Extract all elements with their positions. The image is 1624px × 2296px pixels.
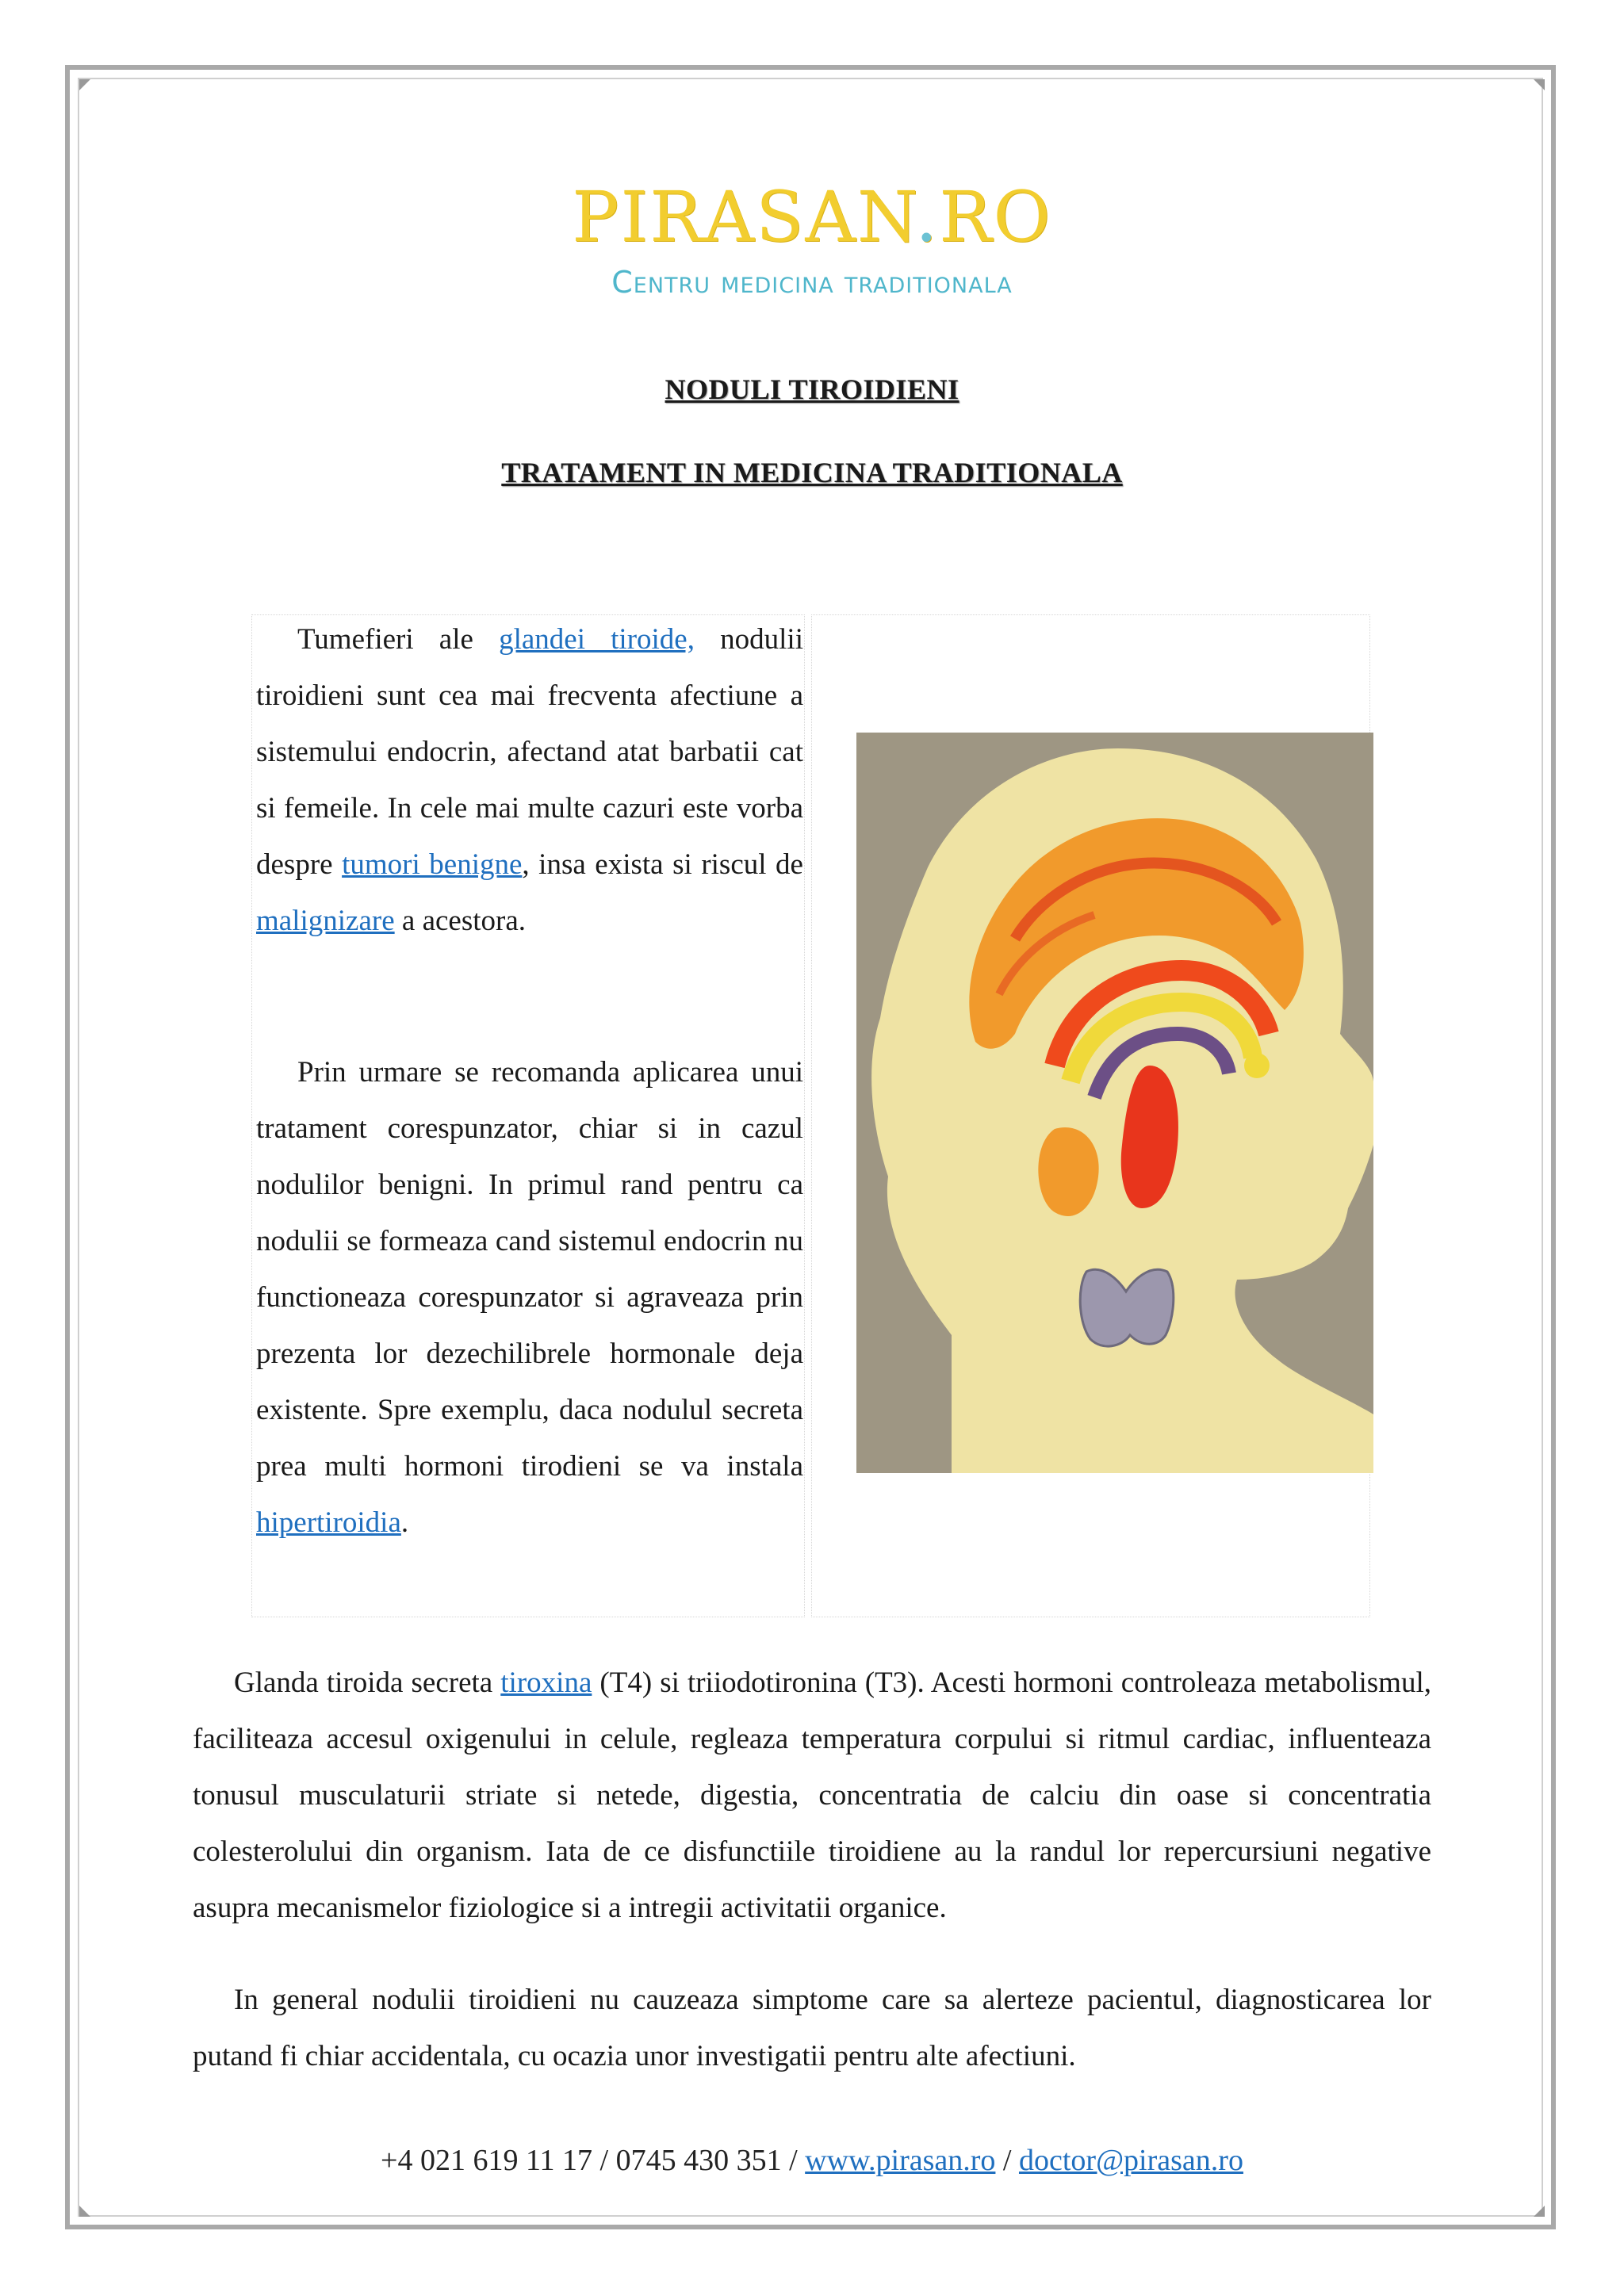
thyroid-illustration — [856, 733, 1373, 1473]
text-span: (T4) si triiodotironina (T3). Acesti hormoni controleaza metabolismul, faciliteaza accesul oxigenului in celule, regleaza temperatura corpului si ritmul cardiac, influenteaza tonusul musculaturii striate si netede, digestia, concentratia de calciu din oase si concentratia colesterolului din organism. Iata de ce disfunctiile tiroidiene au la randul lor repercursiuni negative asupra mecanismelor fiziologice si a intregii activitatii organice. — [193, 1667, 1431, 1924]
paragraph-treatment — [256, 1044, 803, 1551]
footer-separator: / — [995, 2144, 1019, 2177]
footer-contact — [0, 2143, 1624, 2178]
text-span: . — [400, 1506, 409, 1539]
text-span: a acestora. — [394, 905, 527, 937]
link-malignizare[interactable]: malignizare — [256, 905, 395, 937]
text-span: , insa exista si riscul de — [522, 848, 803, 881]
paragraph-symptoms: In general nodulii tiroidieni nu cauzeaza simptome care sa alerteze pacientul, diagnosticarea lor putand fi chiar accidentala, cu ocazia unor investigatii pentru alte afectiuni. — [193, 1984, 1431, 2072]
footer-website-link[interactable]: www.pirasan.ro — [805, 2144, 996, 2177]
link-hipertiroidia[interactable]: hipertiroidia — [256, 1506, 401, 1539]
footer-phones: +4 021 619 11 17 / 0745 430 351 / — [381, 2144, 806, 2177]
logo-dot: . — [915, 176, 940, 258]
text-span: nodulii tiroidieni sunt cea mai frecventa afectiune a sistemului endocrin, afectand atat barbatii cat si femeile. In cele mai multe cazuri este vorba despre — [256, 623, 803, 881]
logo-tagline: Centru medicina traditionala — [611, 265, 1013, 300]
corner-ornament-top-right — [1534, 79, 1545, 90]
footer-email-link[interactable]: doctor@pirasan.ro — [1018, 2144, 1243, 2177]
text-span: Prin urmare se recomanda aplicarea unui tratament corespunzator, chiar si in cazul nodulilor benigni. In primul rand pentru ca nodulii se formeaza cand sistemul endocrin nu functioneaza corespunzator si agraveaza prin prezenta lor dezechilibrele hormonale deja existente. Spre exemplu, daca nodulul secreta prea multi hormoni tirodieni se va instala — [256, 1056, 803, 1483]
corner-ornament-bottom-left — [79, 2206, 90, 2217]
paragraph-intro — [256, 611, 803, 949]
logo-name-part2: RO — [939, 176, 1052, 258]
corner-ornament-top-left — [79, 79, 90, 90]
link-tiroxina[interactable]: tiroxina — [500, 1667, 592, 1699]
paragraph-hormones — [193, 1655, 1431, 1936]
page-subtitle: TRATAMENT IN MEDICINA TRADITIONALA — [501, 457, 1123, 488]
text-span: Glanda tiroida secreta — [234, 1667, 501, 1699]
text-span: Tumefieri ale — [297, 623, 500, 656]
logo-wordmark — [0, 176, 1624, 258]
page-title: NODULI TIROIDIENI — [665, 373, 959, 405]
corner-ornament-bottom-right — [1534, 2206, 1545, 2217]
link-tumori-benigne[interactable]: tumori benigne — [342, 848, 523, 881]
link-glandei-tiroide[interactable]: glandei tiroide, — [499, 623, 695, 656]
logo-name-part1: PIRASAN — [572, 176, 916, 258]
